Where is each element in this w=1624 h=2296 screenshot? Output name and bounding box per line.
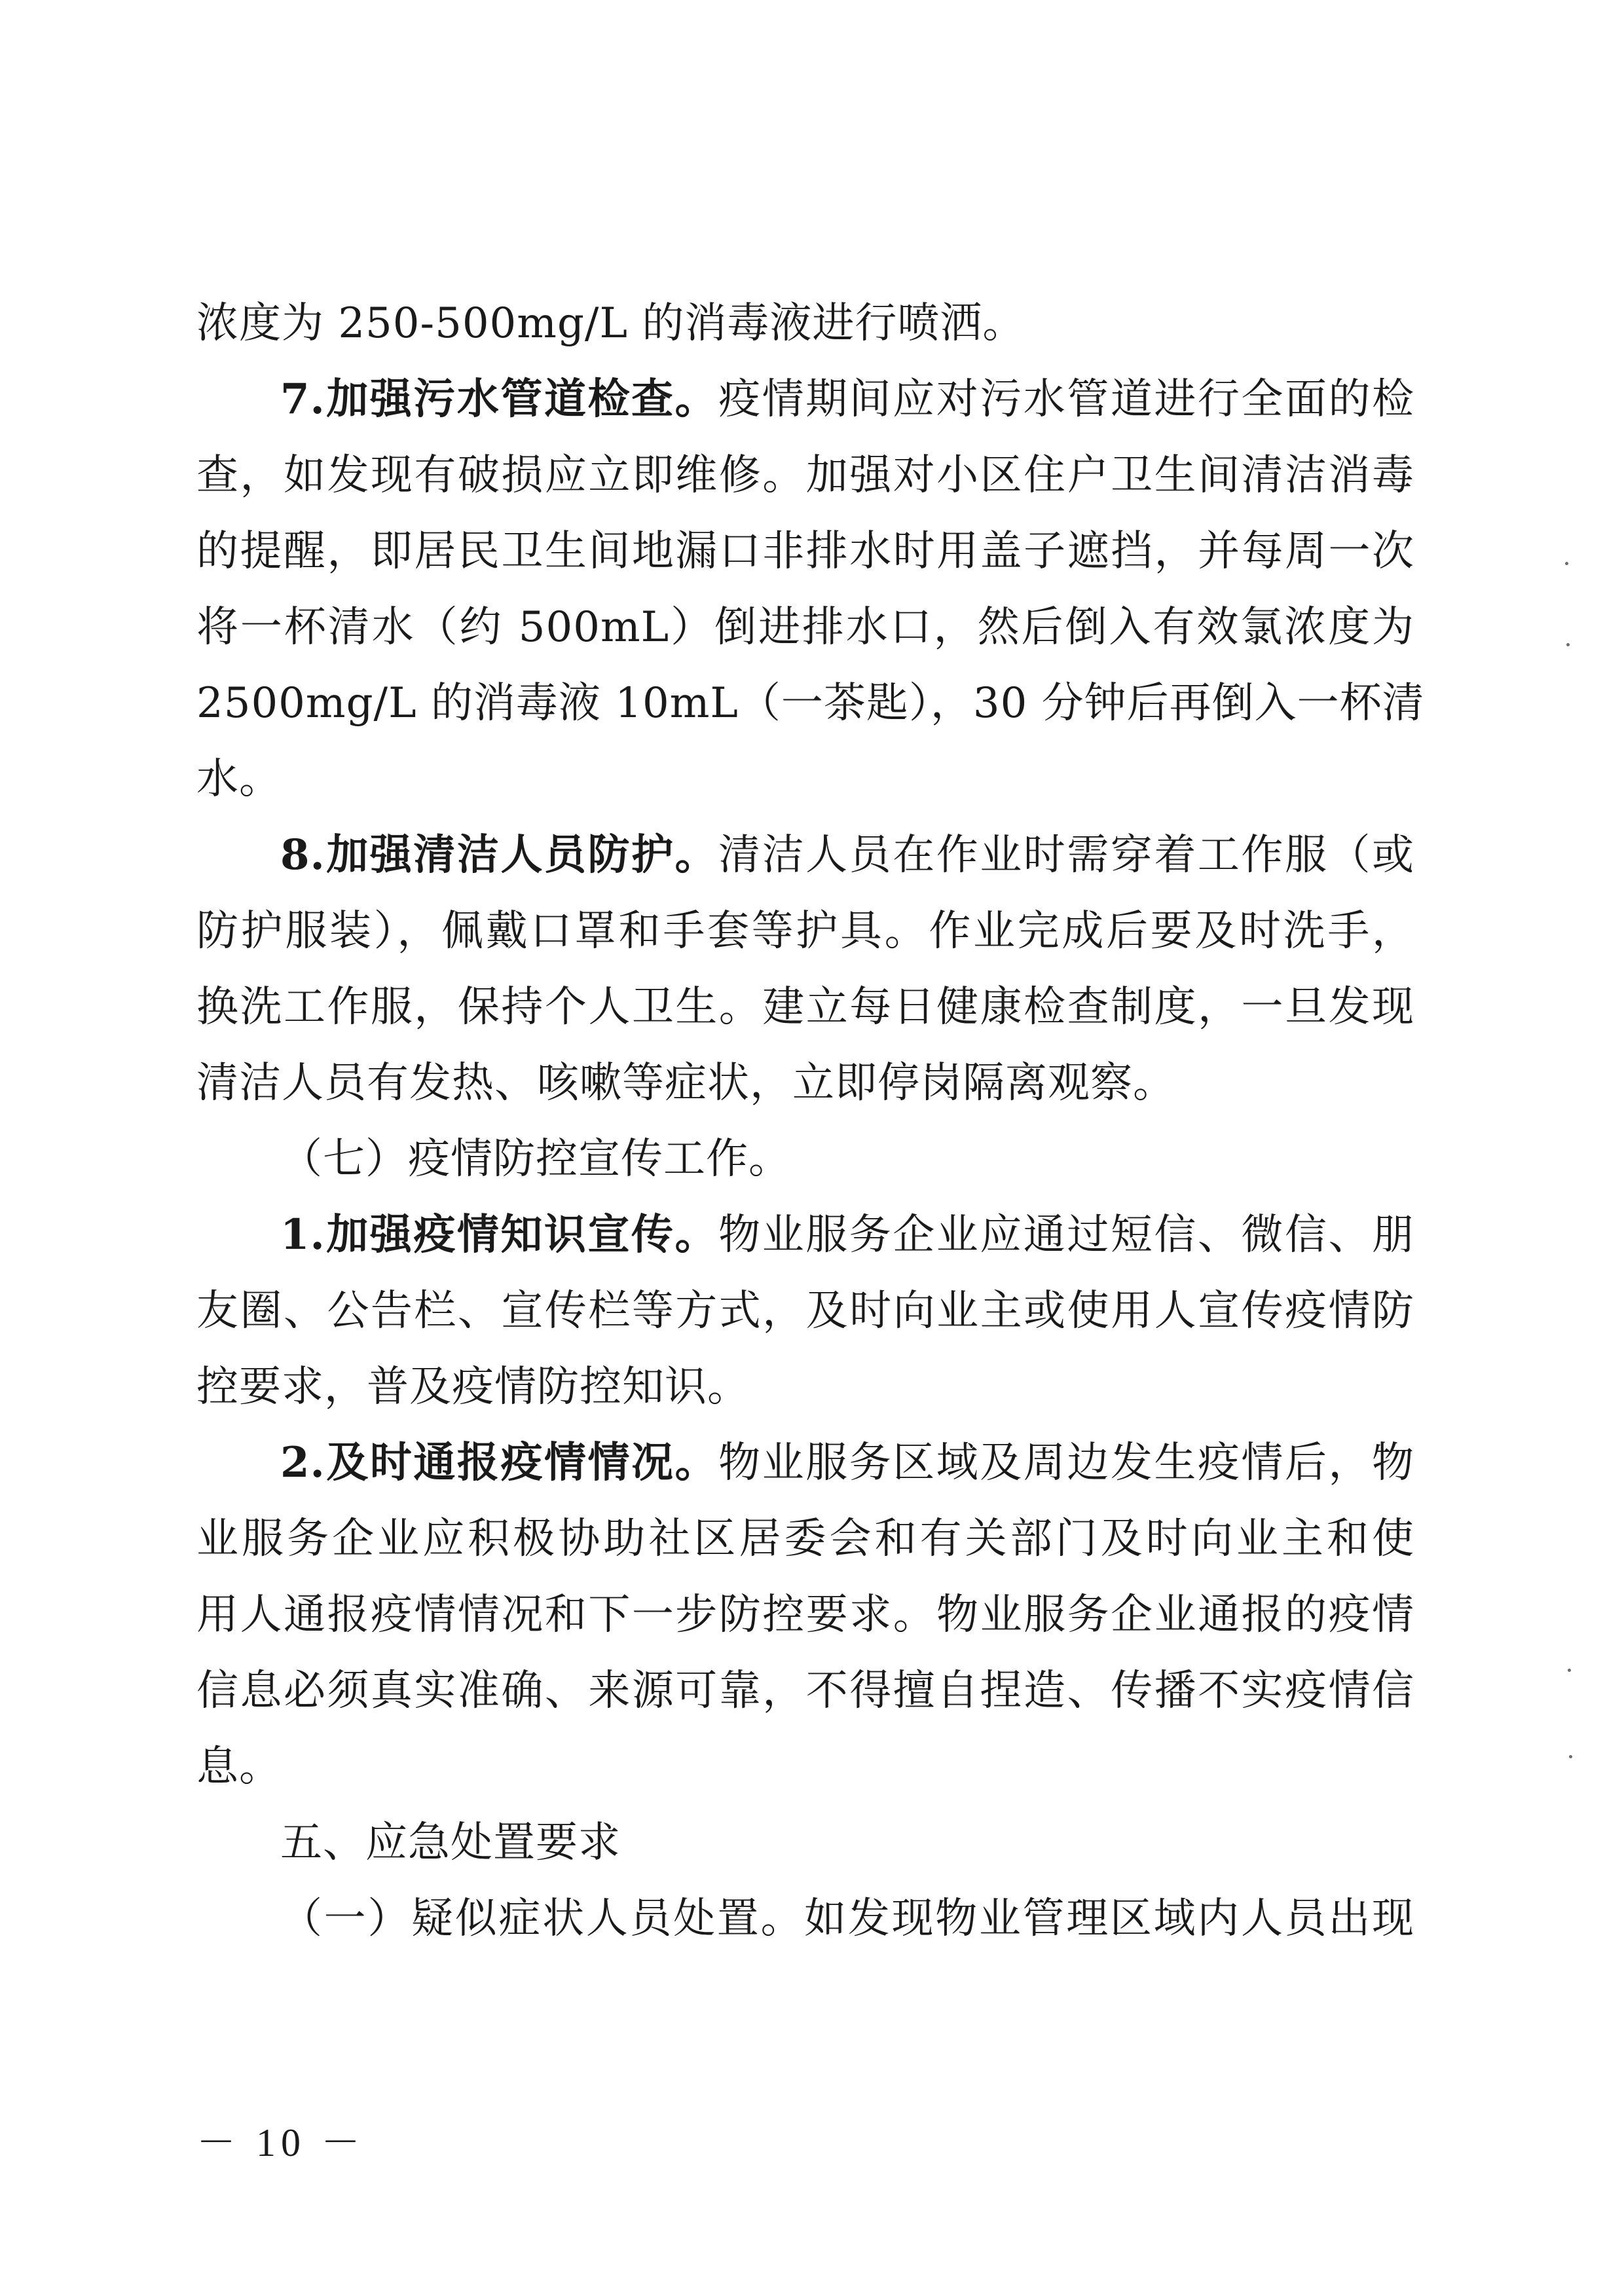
line-text: 息。 — [196, 1743, 282, 1791]
line-text: 的提醒，即居民卫生间地漏口非排水时用盖子遮挡，并每周一次 — [196, 527, 1414, 576]
text-line — [196, 1501, 1414, 1577]
text-line — [196, 1577, 1414, 1653]
text-line — [196, 665, 1425, 741]
scan-speck — [1565, 562, 1568, 565]
scan-speck — [1566, 643, 1570, 646]
line-text: 疫情期间应对污水管道进行全面的检 — [718, 375, 1415, 424]
line-text: 2500mg/L 的消毒液 10mL（一茶匙），30 分钟后再倒入一杯清 — [196, 679, 1425, 728]
item-heading: 1.加强疫情知识宣传。 — [280, 1210, 719, 1259]
section-heading — [196, 1805, 1414, 1881]
text-line — [196, 1729, 1414, 1805]
line-text: 信息必须真实准确、来源可靠，不得擅自捏造、传播不实疫情信 — [196, 1667, 1414, 1715]
scan-speck — [1569, 1755, 1572, 1758]
text-line — [196, 1653, 1414, 1729]
line-text: 用人通报疫情情况和下一步防控要求。物业服务企业通报的疫情 — [196, 1591, 1414, 1639]
item-heading: 8.加强清洁人员防护。 — [280, 830, 719, 880]
line-text: 将一杯清水（约 500mL）倒进排水口，然后倒入有效氯浓度为 — [196, 603, 1414, 652]
line-text: 控要求，普及疫情防控知识。 — [196, 1363, 750, 1411]
page-number: － 10 － — [196, 2121, 365, 2164]
text-line — [196, 1881, 1414, 1957]
text-line — [196, 437, 1414, 513]
line-text: 水。 — [196, 755, 282, 804]
scan-speck — [1568, 1669, 1571, 1672]
line-text: 防护服装），佩戴口罩和手套等护具。作业完成后要及时洗手， — [196, 907, 1414, 955]
line-text: 物业服务企业应通过短信、微信、朋 — [718, 1211, 1415, 1259]
line-text: 清洁人员有发热、咳嗽等症状，立即停岗隔离观察。 — [196, 1059, 1175, 1107]
line-text: 换洗工作服，保持个人卫生。建立每日健康检查制度，一旦发现 — [196, 983, 1414, 1031]
line-text: 清洁人员在作业时需穿着工作服（或 — [718, 831, 1415, 880]
text-line — [196, 1197, 1414, 1273]
text-line — [196, 817, 1414, 893]
text-line — [196, 1425, 1414, 1501]
text-line — [196, 361, 1414, 437]
line-text: （一）疑似症状人员处置。如发现物业管理区域内人员出现 — [280, 1895, 1414, 1943]
line-text: 物业服务区域及周边发生疫情后，物 — [718, 1439, 1415, 1487]
item-heading: 2.及时通报疫情情况。 — [280, 1438, 719, 1487]
line-text: 查，如发现有破损应立即维修。加强对小区住户卫生间清洁消毒 — [196, 451, 1414, 500]
text-line — [196, 969, 1414, 1045]
text-line — [196, 741, 1414, 817]
item-heading: 7.加强污水管道检查。 — [280, 375, 719, 424]
text-line — [196, 513, 1414, 589]
line-text: 业服务企业应积极协助社区居委会和有关部门及时向业主和使 — [196, 1515, 1414, 1563]
text-line — [196, 286, 1414, 361]
text-line — [196, 1349, 1414, 1425]
text-line — [196, 1273, 1414, 1349]
body-text — [196, 286, 1425, 1957]
line-text: 五、应急处置要求 — [280, 1819, 621, 1867]
text-line — [196, 893, 1414, 969]
text-line — [196, 1045, 1414, 1121]
line-text: （七）疫情防控宣传工作。 — [280, 1135, 791, 1183]
line-text: 浓度为 250-500mg/L 的消毒液进行喷洒。 — [196, 299, 1025, 348]
text-line — [196, 589, 1414, 665]
line-text: 友圈、公告栏、宣传栏等方式，及时向业主或使用人宣传疫情防 — [196, 1287, 1414, 1335]
section-subheading — [196, 1121, 1414, 1197]
